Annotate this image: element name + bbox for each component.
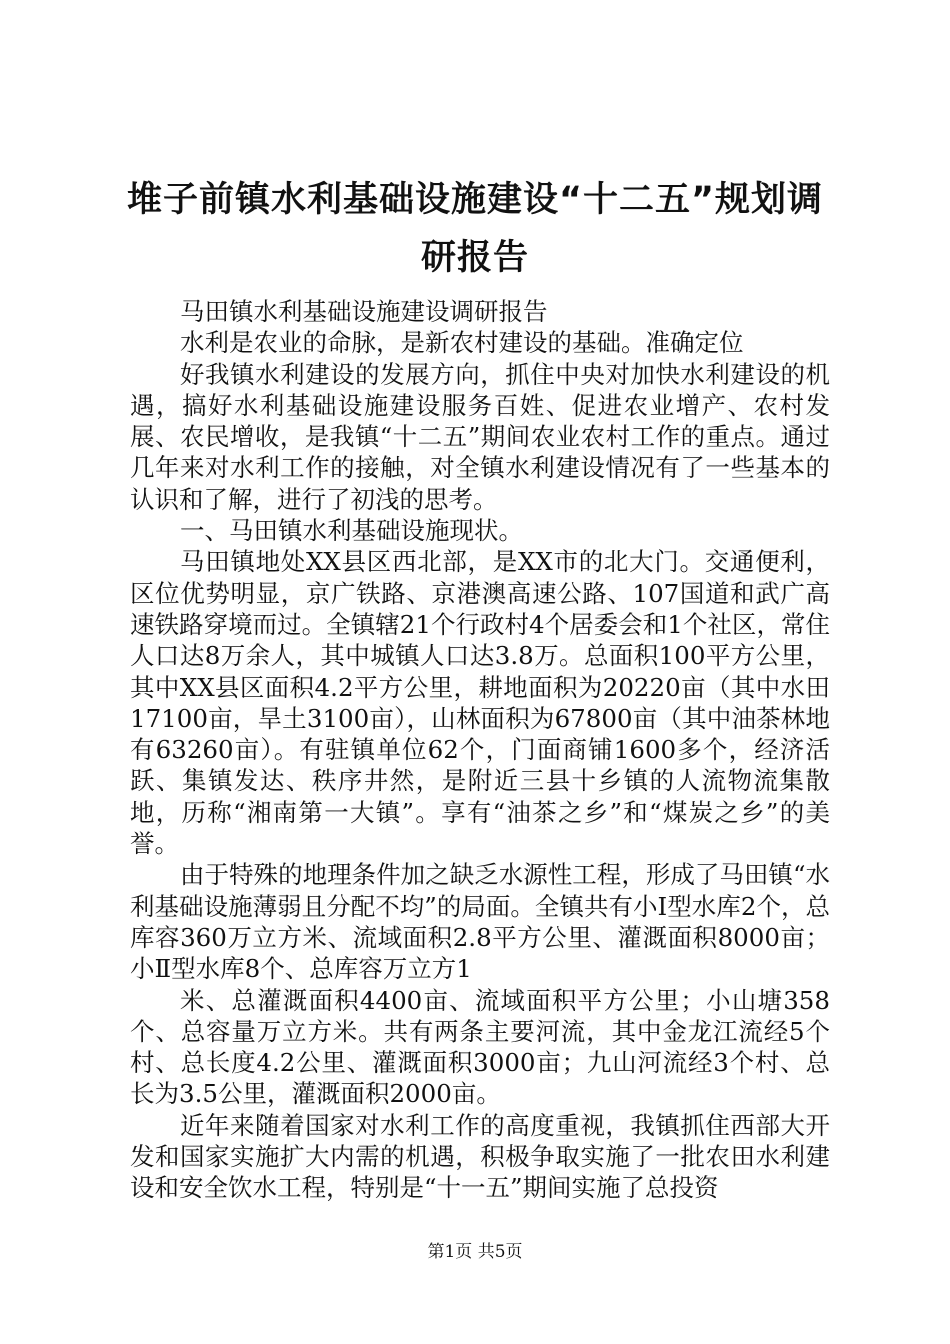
paragraph: 米、总灌溉面积4400亩、流域面积平方公里；小山塘358个、总容量万立方米。共有两条主要河流，其中金龙江流经5个村、总长度4.2公里、灌溉面积3000亩；九山河流经3个村、总长为3.5公里，灌溉面积2000亩。 xyxy=(130,985,830,1109)
paragraph: 好我镇水利建设的发展方向，抓住中央对加快水利建设的机遇，搞好水利基础设施建设服务百姓、促进农业增产、农村发展、农民增收，是我镇“十二五”期间农业农村工作的重点。通过几年来对水利工作的接触，对全镇水利建设情况有了一些基本的认识和了解，进行了初浅的思考。 xyxy=(130,359,830,514)
document-title-line-1: 堆子前镇水利基础设施建设“十二五”规划调 xyxy=(126,180,823,220)
section-heading: 一、马田镇水利基础设施现状。 xyxy=(180,516,523,546)
document-title-line-2: 研报告 xyxy=(420,238,529,278)
paragraph: 水利是农业的命脉，是新农村建设的基础。准确定位 xyxy=(180,328,744,358)
paragraph: 由于特殊的地理条件加之缺乏水源性工程，形成了马田镇“水利基础设施薄弱且分配不均”的局面。全镇共有小Ⅰ型水库2个，总库容360万立方米、流域面积2.8平方公里、灌溉面积8000亩；小Ⅱ型水库8个、总库容万立方1 xyxy=(130,860,830,984)
paragraph: 近年来随着国家对水利工作的高度重视，我镇抓住西部大开发和国家实施扩大内需的机遇，积极争取实施了一批农田水利建设和安全饮水工程，特别是“十一五”期间实施了总投资 xyxy=(130,1110,830,1203)
paragraph-subtitle: 马田镇水利基础设施建设调研报告 xyxy=(180,297,548,326)
page-footer: 第1页 共5页 xyxy=(427,1242,523,1262)
paragraph: 马田镇地处XX县区西北部，是XX市的北大门。交通便利，区位优势明显，京广铁路、京港澳高速公路、107国道和武广高速铁路穿境而过。全镇辖21个行政村4个居委会和1个社区，常住人口达8万余人，其中城镇人口达3.8万。总面积100平方公里，其中XX县区面积4.2平方公里，耕地面积为20220亩（其中水田17100亩，旱土3100亩），山林面积为67800亩（其中油茶林地有63260亩）。有驻镇单位62个，门面商铺1600多个，经济活跃、集镇发达、秩序井然，是附近三县十乡镇的人流物流集散地，历称“湘南第一大镇”。享有“油茶之乡”和“煤炭之乡”的美誉。 xyxy=(130,547,830,859)
document-body xyxy=(130,296,830,1204)
